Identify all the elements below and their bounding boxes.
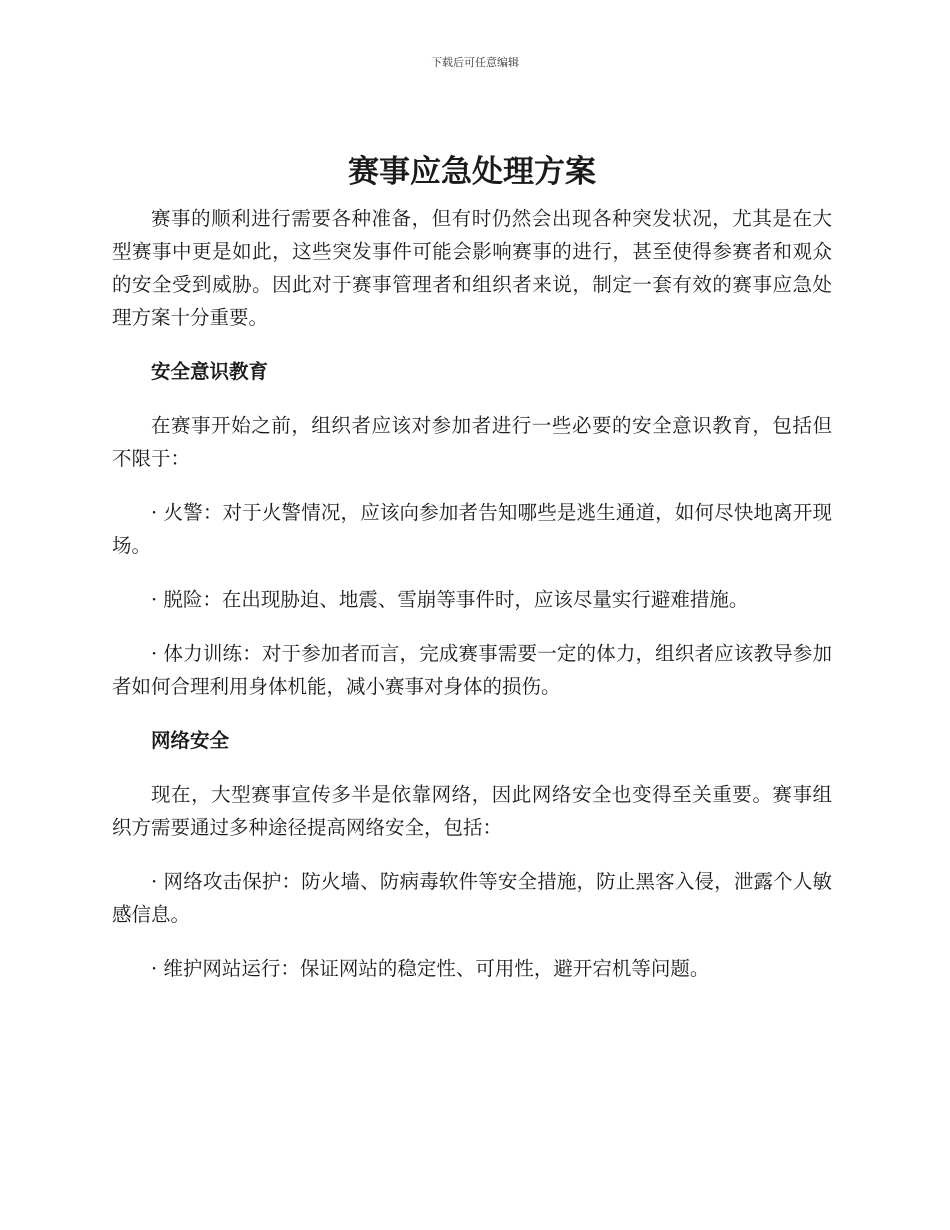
header-note: 下载后可任意编辑 [431,56,519,69]
list-item: · 维护网站运行：保证网站的稳定性、可用性，避开宕机等问题。 [151,957,710,980]
list-item: · 体力训练：对于参加者而言，完成赛事需要一定的体力，组织者应该教导参加者如何合理利用身体机能，减小赛事对身体的损伤。 [112,642,832,698]
section-heading-network-security: 网络安全 [151,729,230,752]
document-title: 赛事应急处理方案 [348,154,596,190]
list-item: · 火警：对于火警情况，应该向参加者告知哪些是逃生通道，如何尽快地离开现场。 [112,501,832,557]
document-body [112,150,832,985]
section-lead: 在赛事开始之前，组织者应该对参加者进行一些必要的安全意识教育，包括但不限于： [112,414,832,470]
list-item: · 网络攻击保护：防火墙、防病毒软件等安全措施，防止黑客入侵，泄露个人敏感信息。 [112,870,832,926]
intro-paragraph: 赛事的顺利进行需要各种准备，但有时仍然会出现各种突发状况，尤其是在大型赛事中更是如此，这些突发事件可能会影响赛事的进行，甚至使得参赛者和观众的安全受到威胁。因此对于赛事管理者和组织者来说，制定一套有效的赛事应急处理方案十分重要。 [112,207,832,329]
section-lead: 现在，大型赛事宣传多半是依靠网络，因此网络安全也变得至关重要。赛事组织方需要通过多种途径提高网络安全，包括： [112,783,832,839]
section-heading-safety-education: 安全意识教育 [151,360,269,383]
list-item: · 脱险：在出现胁迫、地震、雪崩等事件时，应该尽量实行避难措施。 [151,588,749,611]
